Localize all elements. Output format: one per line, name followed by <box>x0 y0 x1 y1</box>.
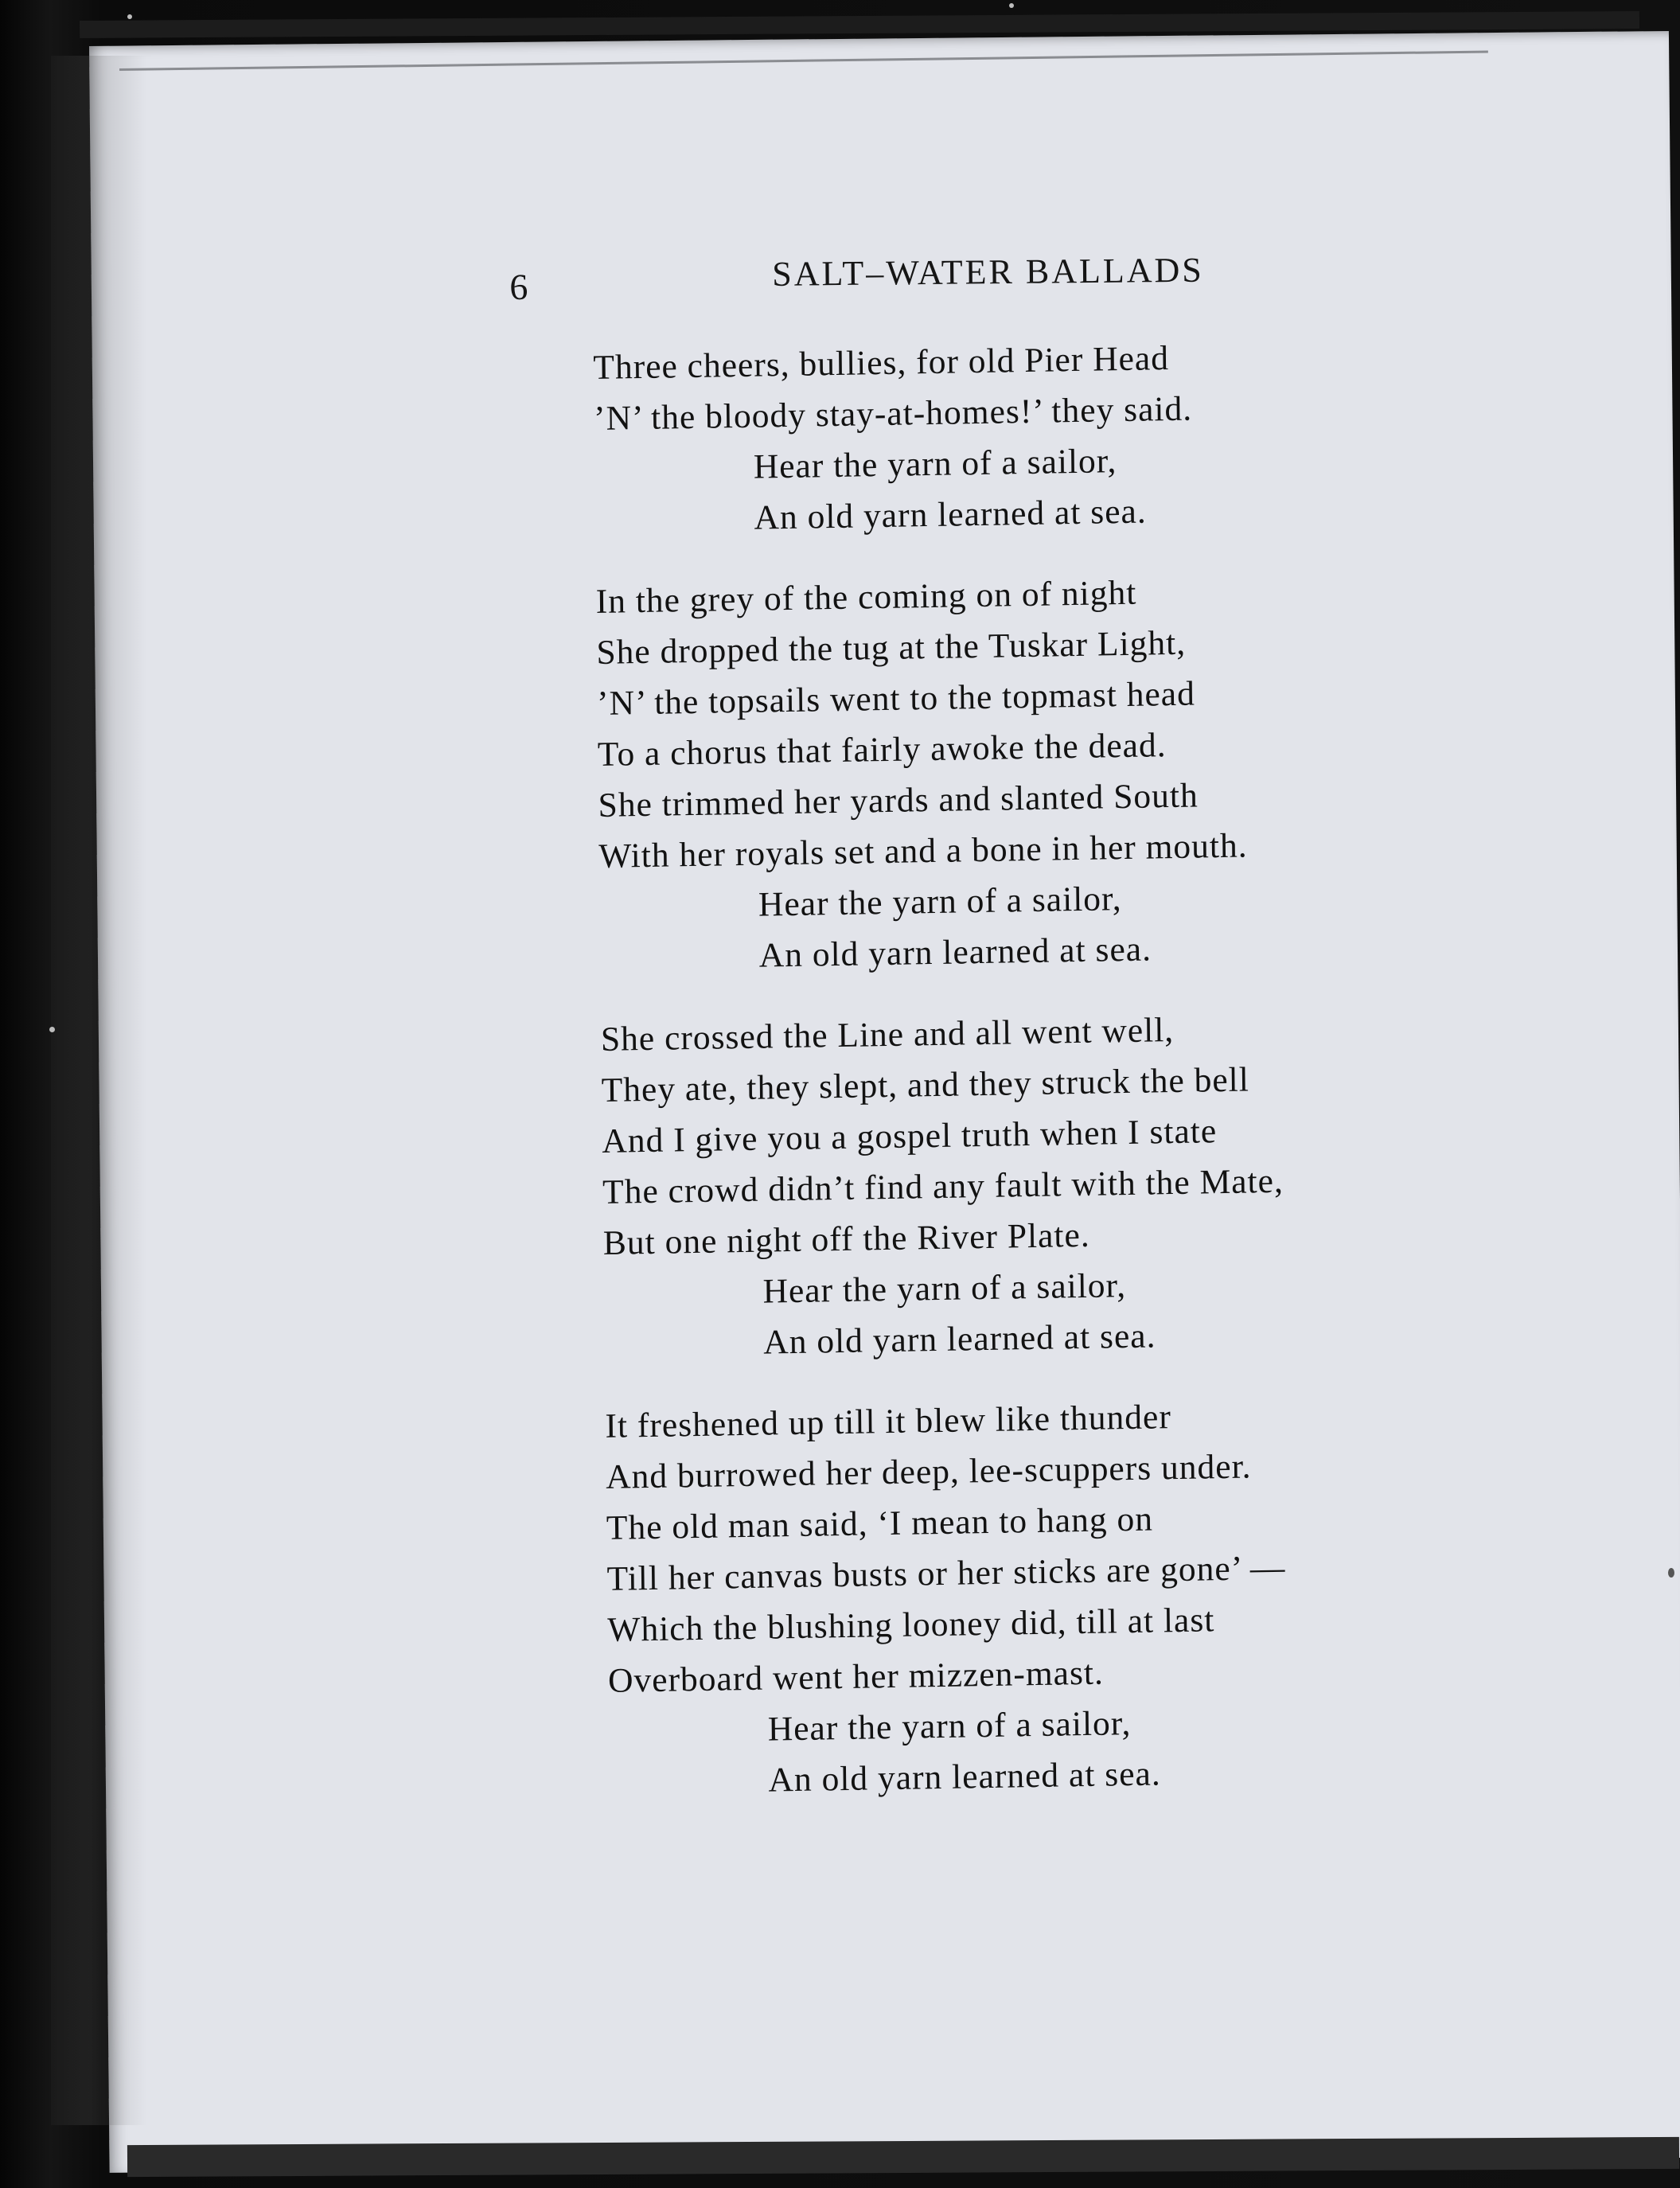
refrain-line: Hear the yarn of a sailor, <box>758 879 1122 924</box>
poem-line: Till her canvas busts or her sticks are gone’ — <box>606 1548 1286 1598</box>
poem-body <box>593 327 1533 1839</box>
page-gutter-shadow <box>51 56 146 2125</box>
poem-line: ’N’ the topsails went to the topmast head <box>596 674 1196 723</box>
page-number: 6 <box>509 266 528 307</box>
refrain-line: Hear the yarn of a sailor, <box>767 1704 1132 1749</box>
poem-line: To a chorus that fairly awoke the dead. <box>597 726 1167 774</box>
poem-line: Three cheers, bullies, for old Pier Head <box>593 339 1170 387</box>
poem-line: The crowd didn’t find any fault with the Mate, <box>602 1161 1284 1211</box>
poem-line: She crossed the Line and all went well, <box>600 1011 1175 1059</box>
poem-line: She trimmed her yards and slanted South <box>598 776 1199 825</box>
stanza-2 <box>595 561 1523 984</box>
stanza-4 <box>605 1386 1533 1808</box>
stanza-3 <box>601 999 1528 1371</box>
stanza-1 <box>593 327 1518 546</box>
poem-line: But one night off the River Plate. <box>602 1215 1090 1262</box>
refrain-line: An old yarn learned at sea. <box>762 1316 1156 1362</box>
refrain-line: An old yarn learned at sea. <box>768 1754 1161 1800</box>
running-head <box>509 249 1250 312</box>
refrain-line: Hear the yarn of a sailor, <box>762 1266 1127 1311</box>
refrain-line: An old yarn learned at sea. <box>758 930 1152 975</box>
poem-line: They ate, they slept, and they struck the bell <box>601 1060 1250 1110</box>
poem-line: ’N’ the bloody stay-at-homes!’ they said. <box>593 389 1193 438</box>
poem-line: And burrowed her deep, lee-scuppers under. <box>605 1447 1252 1496</box>
refrain-line: An old yarn learned at sea. <box>754 492 1147 537</box>
poem-line: She dropped the tug at the Tuskar Light, <box>596 623 1187 672</box>
poem-line: And I give you a gospel truth when I state <box>602 1112 1218 1160</box>
refrain-line: Hear the yarn of a sailor, <box>753 442 1117 486</box>
dust-speck <box>127 14 132 19</box>
poem-line: In the grey of the coming on of night <box>595 573 1137 621</box>
poem-line: With her royals set and a bone in her mouth. <box>598 826 1248 876</box>
poem-line: Overboard went her mizzen-mast. <box>607 1653 1105 1700</box>
poem-line: Which the blushing looney did, till at last <box>607 1601 1215 1649</box>
poem-line: It freshened up till it blew like thunder <box>605 1398 1172 1445</box>
poem-line: The old man said, ‘I mean to hang on <box>606 1500 1154 1547</box>
running-title: SALT–WATER BALLADS <box>771 250 1204 294</box>
dust-speck <box>1009 3 1014 8</box>
dust-speck <box>49 1027 55 1032</box>
dust-speck <box>1668 1568 1674 1578</box>
